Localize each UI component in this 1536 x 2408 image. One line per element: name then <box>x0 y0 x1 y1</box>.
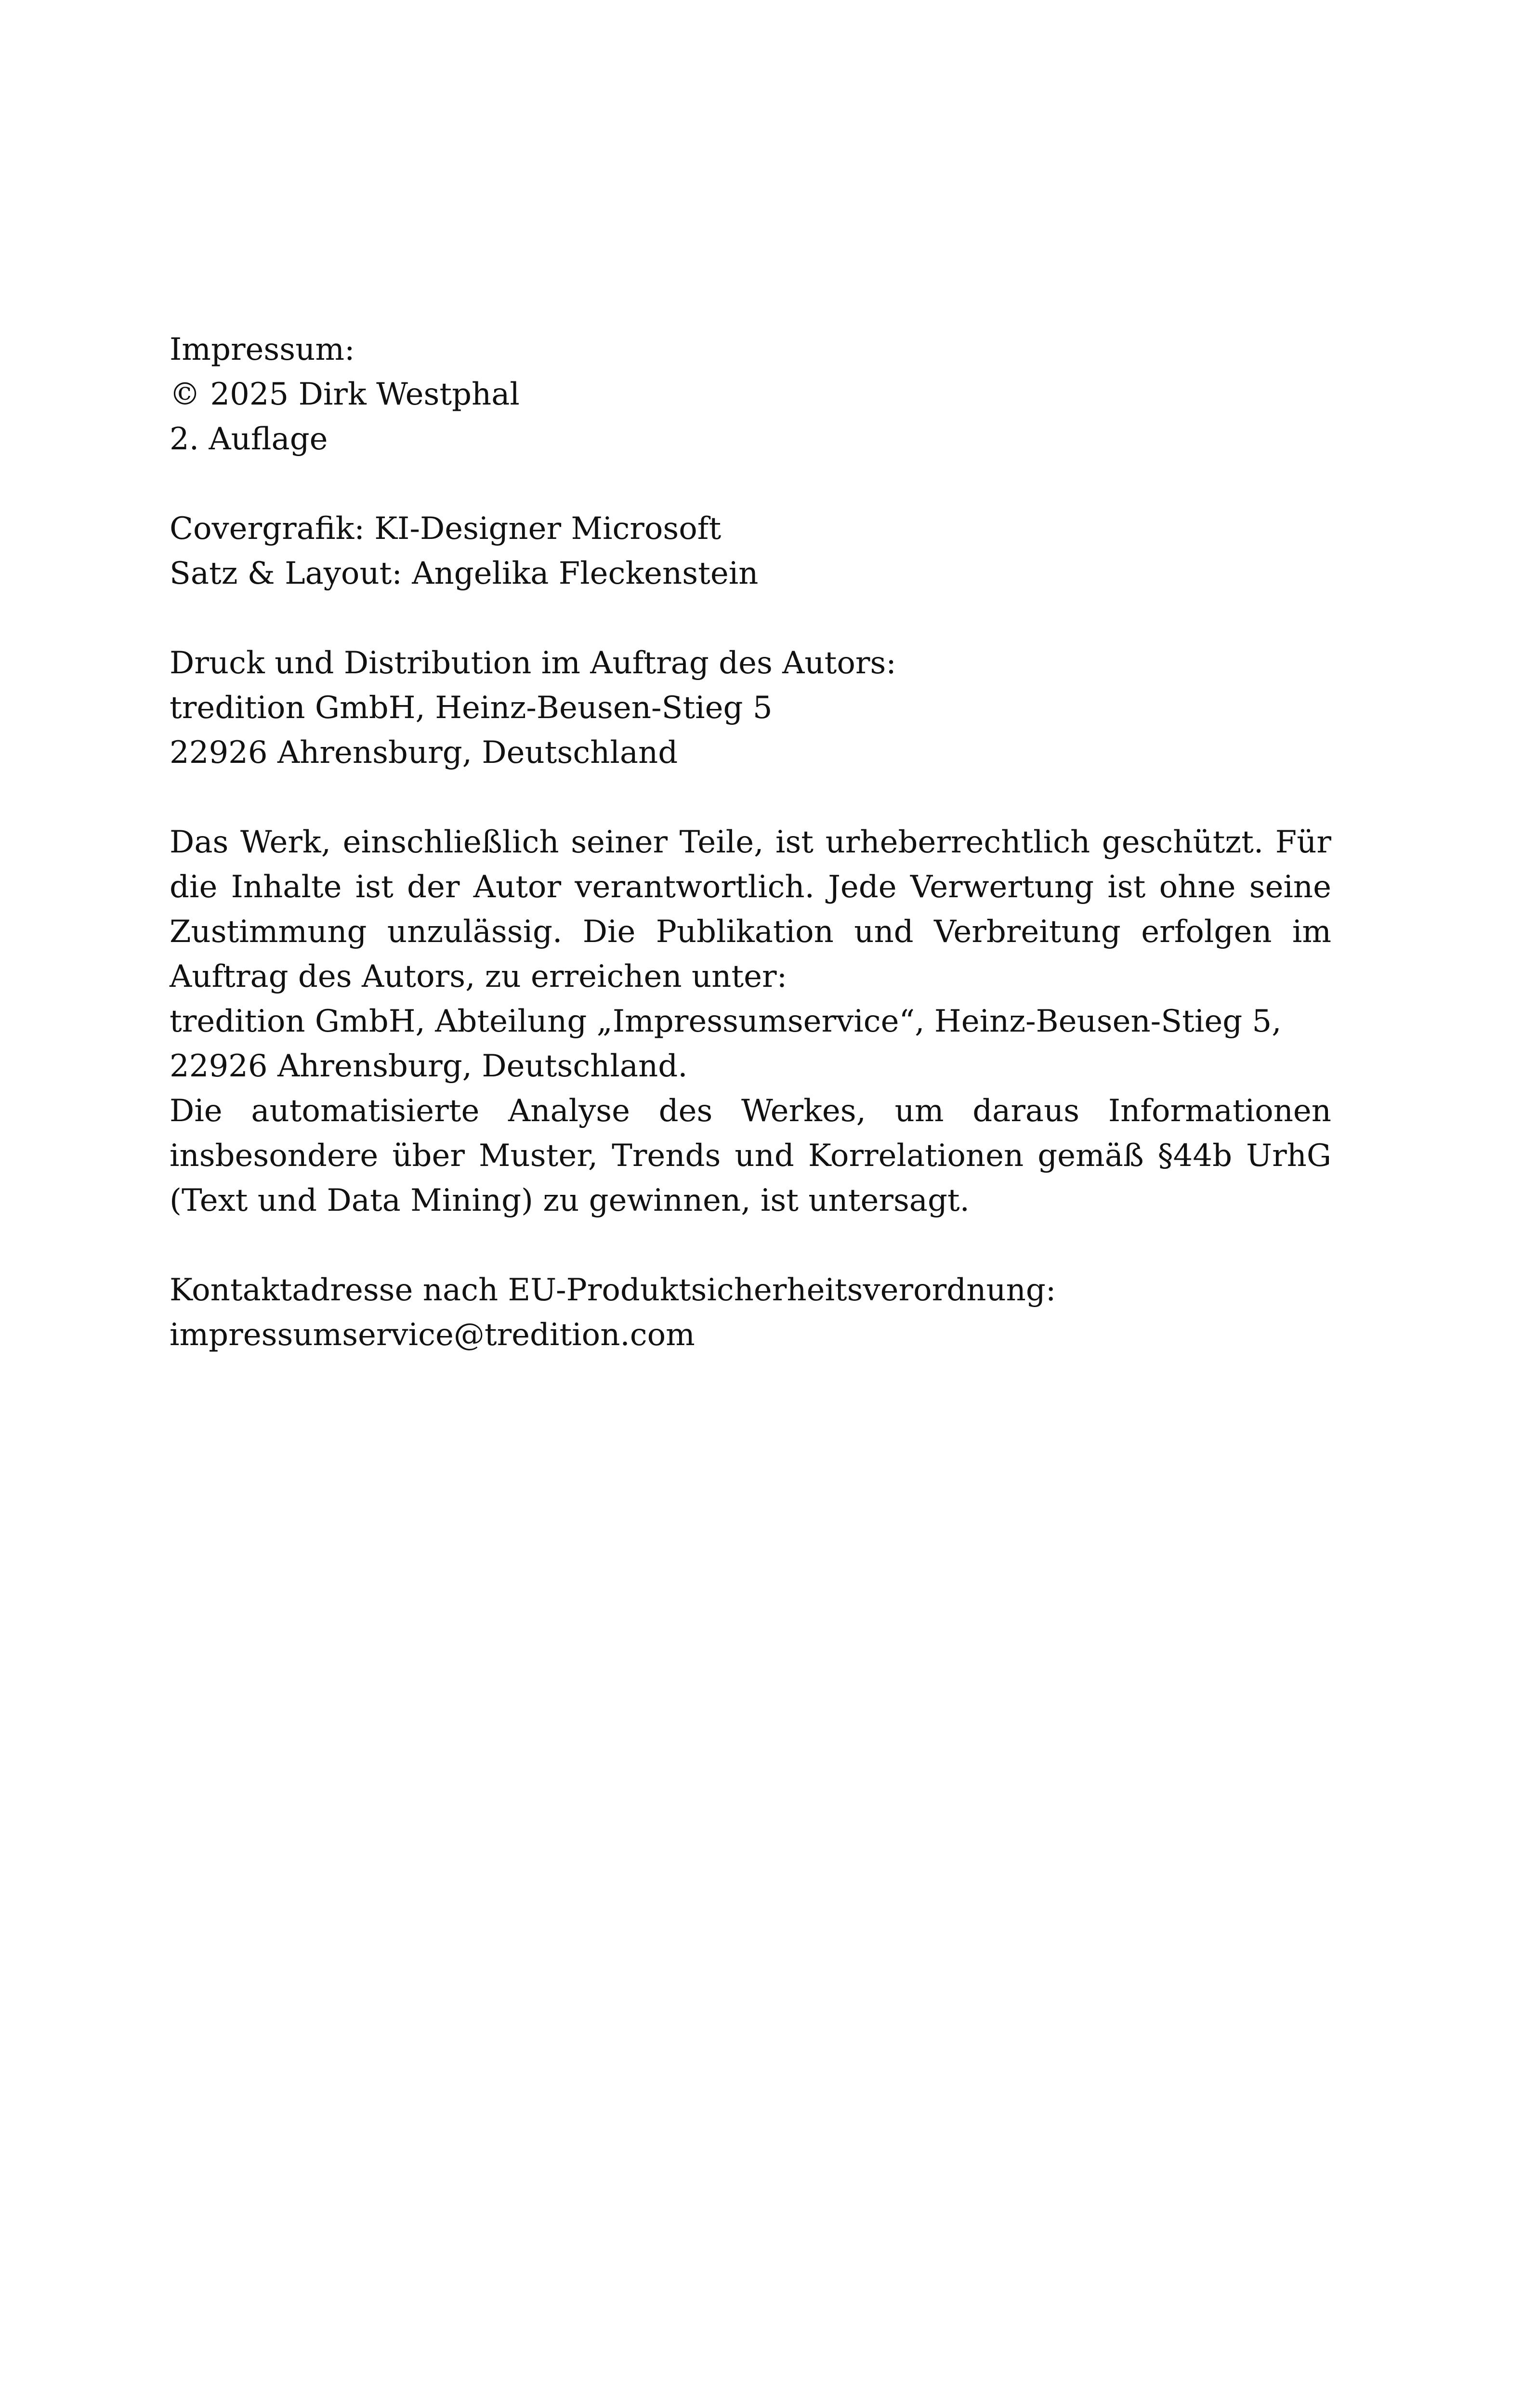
copyright-notice: Das Werk, einschließlich seiner Teile, ist urheberrechtlich geschützt. Für die Inhalte ist der Autor verantwortlich. Jede Verwertung ist ohne seine Zustimmung unzulässig. Die Publikation und Verbreitung erfolgen im Auftrag des Autors, zu erreichen unter: <box>170 824 1331 995</box>
publisher-address-line-1: tredition GmbH, Abteilung „Impressumservice“, Heinz-Beusen-Stieg 5, <box>170 1004 1282 1039</box>
distribution-line-3: 22926 Ahrensburg, Deutschland <box>170 735 678 771</box>
distribution-line-1: Druck und Distribution im Auftrag des Autors: <box>170 645 896 681</box>
legal-block <box>170 820 1331 1223</box>
layout-credit: Satz & Layout: Angelika Fleckenstein <box>170 556 759 591</box>
credits-block <box>170 507 1331 596</box>
imprint-header <box>170 327 1331 462</box>
distribution-line-2: tredition GmbH, Heinz-Beusen-Stieg 5 <box>170 690 773 726</box>
imprint-title: Impressum: <box>170 332 355 367</box>
distribution-block <box>170 641 1331 775</box>
edition-line: 2. Auflage <box>170 421 328 457</box>
copyright-line: © 2025 Dirk Westphal <box>170 377 520 412</box>
contact-email: impressumservice@tredition.com <box>170 1317 695 1353</box>
tdm-notice: Die automatisierte Analyse des Werkes, um daraus Informationen insbesondere über Muster, Trends und Korrelationen gemäß §44b UrhG (Text und Data Mining) zu gewinnen, ist untersagt. <box>170 1093 1331 1218</box>
imprint-content <box>170 327 1331 1402</box>
publisher-address-line-2: 22926 Ahrensburg, Deutschland. <box>170 1048 688 1084</box>
cover-credit: Covergrafik: KI-Designer Microsoft <box>170 511 722 547</box>
contact-block <box>170 1268 1331 1358</box>
contact-label: Kontaktadresse nach EU-Produktsicherheitsverordnung: <box>170 1272 1056 1308</box>
